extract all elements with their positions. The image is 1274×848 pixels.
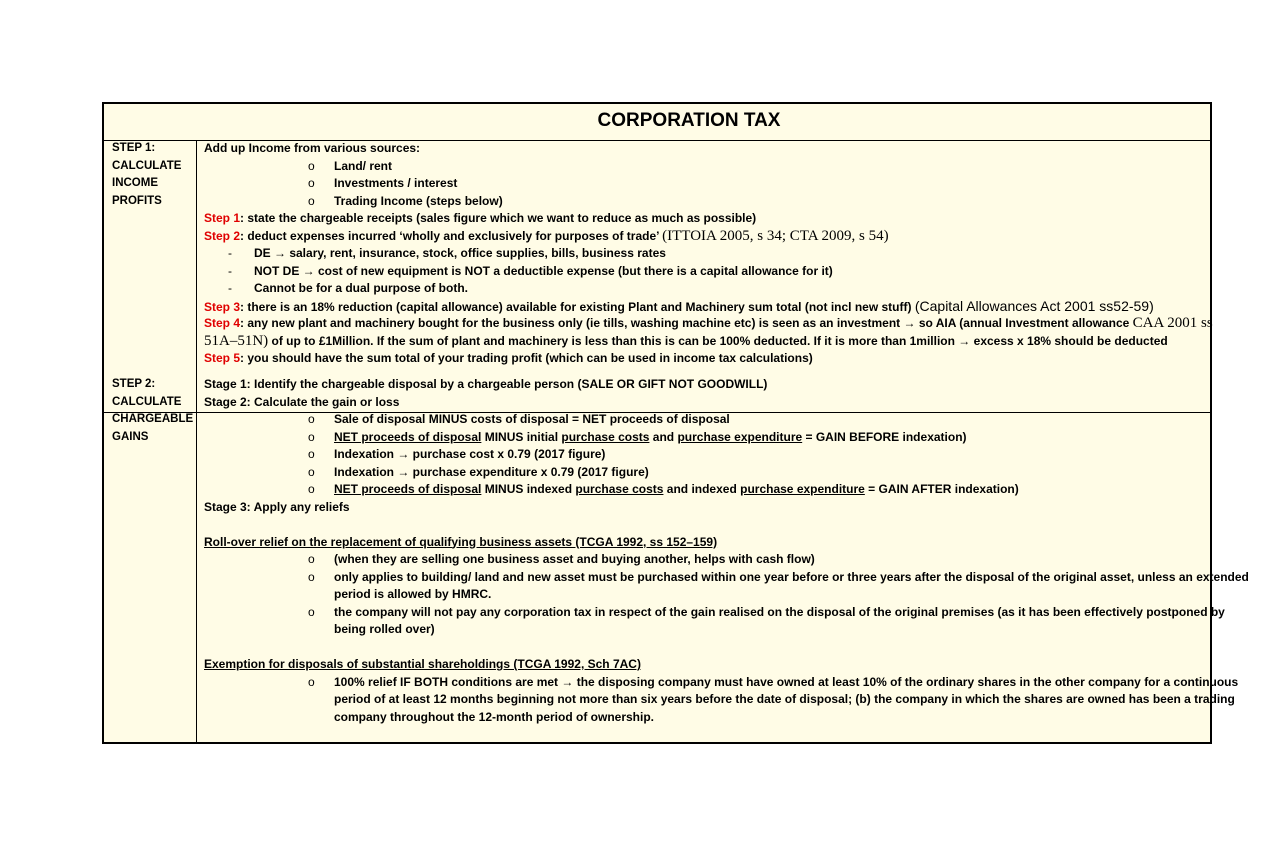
bullet-icon: o <box>308 674 315 689</box>
rollover-heading: Roll-over relief on the replacement of qualifying business assets (TCGA 1992, ss 152–159) <box>204 534 718 549</box>
list-item: o Land/ rent <box>204 158 1210 176</box>
corporation-tax-table <box>102 102 1249 744</box>
list-item: - DE → salary, rent, insurance, stock, office supplies, bills, business rates <box>204 245 1210 263</box>
step-2-line: Step 2: deduct expenses incurred ‘wholly and exclusively for purposes of trade’ (ITTOIA 2005, s 34; CTA 2009, s 54) <box>204 227 889 244</box>
list-item: o Indexation → purchase cost x 0.79 (2017 figure) <box>204 446 1210 464</box>
bullet-icon: o <box>308 158 315 173</box>
step2-content <box>204 376 1249 726</box>
bullet-icon: o <box>308 482 315 496</box>
dash-icon: - <box>228 246 232 260</box>
legal-reference: (Capital Allowances Act 2001 ss52-59) <box>914 297 1154 314</box>
list-item: o the company will not pay any corporation tax in respect of the gain realised on the disposal of the original premises (as it has been effectively postponed by <box>204 604 1210 622</box>
step1-label: STEP 1: CALCULATE INCOME PROFITS <box>112 142 182 207</box>
stage-3-line: Stage 3: Apply any reliefs <box>204 499 350 514</box>
bullet-icon: o <box>308 604 315 619</box>
legal-reference: CAA 2001 ss <box>1132 315 1213 331</box>
step-marker: Step 4 <box>204 316 241 330</box>
bullet-icon: o <box>308 552 315 566</box>
dash-icon: - <box>228 263 232 278</box>
bullet-icon: o <box>308 569 315 584</box>
bullet-icon: o <box>308 176 315 190</box>
stage-1-line: Stage 1: Identify the chargeable disposal by a chargeable person (SALE OR GIFT NOT GOODWILL) <box>204 377 768 391</box>
step-3-line: Step 3: there is an 18% reduction (capital allowance) available for existing Plant and Machinery sum total (not incl new stuff) (Capital Allowances Act 2001 ss52-59) <box>204 297 1154 314</box>
bullet-icon: o <box>308 412 315 426</box>
list-item-continuation: period of at least 12 months beginning not more than six years before the date of disposal; (b) the company in which the shares are owned has been a trading <box>334 692 1235 706</box>
list-item: o Trading Income (steps below) <box>204 193 1210 211</box>
list-item-continuation: being rolled over) <box>334 622 435 636</box>
list-item-continuation: period is allowed by HMRC. <box>334 587 492 601</box>
bullet-icon: o <box>308 429 315 444</box>
step1-content <box>204 140 1213 368</box>
list-item: o only applies to building/ land and new asset must be purchased within one year before or three years after the disposal of the original asset, unless an extended <box>204 569 1210 587</box>
bullet-icon: o <box>308 193 315 208</box>
list-item: o Indexation → purchase expenditure x 0.79 (2017 figure) <box>204 464 1210 482</box>
list-item: o NET proceeds of disposal MINUS indexed purchase costs and indexed purchase expenditure = GAIN AFTER indexation) <box>204 481 1210 499</box>
step-marker: Step 5 <box>204 351 241 365</box>
step-marker: Step 2 <box>204 228 241 243</box>
step-4-continuation: 51A–51N) of up to £1Million. If the sum of plant and machinery is less than this is can be 100% deducted. If it is more than 1million → excess x 18% should be deducted <box>204 332 1168 349</box>
title-row <box>104 104 1210 141</box>
step-marker: Step 3 <box>204 299 241 314</box>
legal-reference: (ITTOIA 2005, s 34; CTA 2009, s 54) <box>662 227 889 244</box>
exemption-heading: Exemption for disposals of substantial shareholdings (TCGA 1992, Sch 7AC) <box>204 657 641 671</box>
step-4-line: Step 4: any new plant and machinery bought for the business only (ie tills, washing machine etc) is seen as an investment → so AIA (annual Investment allowance CAA 2001 ss <box>204 315 1213 331</box>
page-title: CORPORATION TAX <box>597 110 781 131</box>
income-intro: Add up Income from various sources: <box>204 141 421 155</box>
list-item: - NOT DE → cost of new equipment is NOT a deductible expense (but there is a capital allowance for it) <box>204 263 1210 281</box>
bullet-icon: o <box>308 447 315 461</box>
list-item: - Cannot be for a dual purpose of both. <box>204 280 1210 298</box>
dash-icon: - <box>228 281 232 295</box>
bullet-icon: o <box>308 464 315 479</box>
stage-2-line: Stage 2: Calculate the gain or loss <box>204 394 400 409</box>
list-item: o Sale of disposal MINUS costs of disposal = NET proceeds of disposal <box>204 411 1210 429</box>
list-item-continuation: company throughout the 12-month period of ownership. <box>334 709 654 724</box>
list-item: o NET proceeds of disposal MINUS initial purchase costs and purchase expenditure = GAIN BEFORE indexation) <box>204 429 1210 447</box>
step-1-line: Step 1: state the chargeable receipts (sales figure which we want to reduce as much as possible) <box>204 211 757 225</box>
step2-label: STEP 2: CALCULATE CHARGEABLE GAINS <box>112 378 194 443</box>
list-item: o 100% relief IF BOTH conditions are met → the disposing company must have owned at least 10% of the ordinary shares in the other company for a continuous <box>204 674 1210 692</box>
list-item: o Investments / interest <box>204 175 1210 193</box>
list-item: o (when they are selling one business asset and buying another, helps with cash flow) <box>204 551 1210 569</box>
step-5-line: Step 5: you should have the sum total of your trading profit (which can be used in income tax calculations) <box>204 351 813 365</box>
step-marker: Step 1 <box>204 211 241 225</box>
